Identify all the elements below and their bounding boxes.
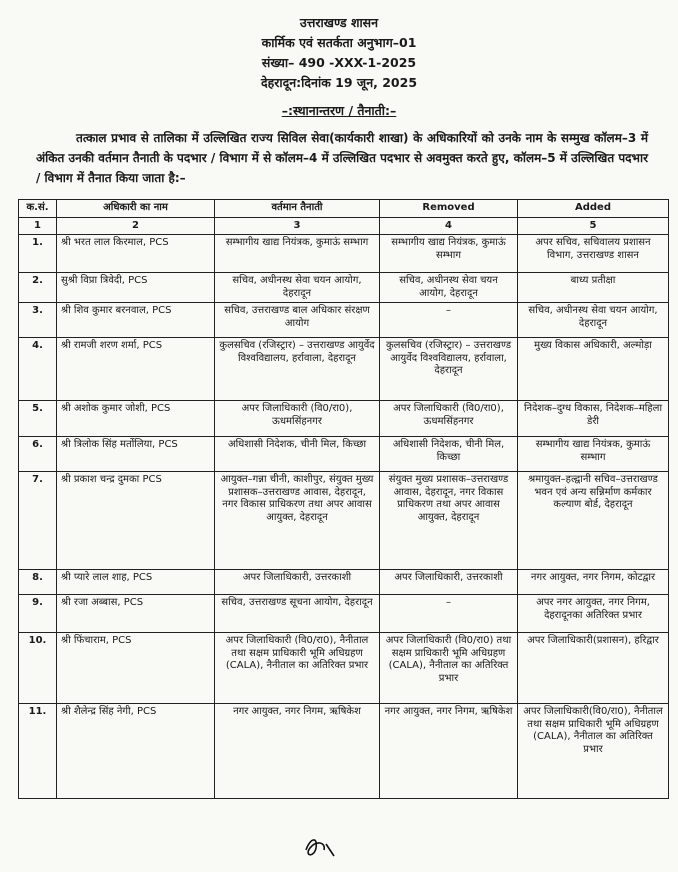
row-current-posting: अधिशासी निदेशक, चीनी मिल, किच्छा [215,437,380,472]
row-removed-posting: नगर आयुक्त, नगर निगम, ऋषिकेश [380,704,518,799]
header-name: अधिकारी का नाम [57,200,215,218]
row-added-posting: श्रमायुक्त–हल्द्वानी सचिव–उत्तराखण्ड भवन एवं अन्य सन्निर्माण कर्मकार कल्याण बोर्ड, देहरादून [518,472,669,570]
row-current-posting: सचिव, अधीनस्थ सेवा चयन आयोग, देहरादून [215,273,380,303]
row-serial-number: 3. [19,303,57,338]
row-current-posting: आयुक्त–गन्ना चीनी, काशीपुर, संयुक्त मुख्य प्रशासक–उत्तराखण्ड आवास, देहरादून, नगर विकास प्राधिकरण तथा अपर आवास आयुक्त, देहरादून [215,472,380,570]
table-row [19,595,669,633]
col-number: 3 [215,217,380,235]
row-removed-posting: अपर जिलाधिकारी, उत्तरकाशी [380,570,518,595]
header-line-4: देहरादून:दिनांक 19 जून, 2025 [260,75,418,90]
row-serial-number: 4. [19,338,57,401]
header-line-3: संख्या– 490 -XXX-1-2025 [261,55,417,70]
row-removed-posting: अधिशासी निदेशक, चीनी मिल, किच्छा [380,437,518,472]
row-serial-number: 6. [19,437,57,472]
row-removed-posting: संयुक्त मुख्य प्रशासक–उत्तराखण्ड आवास, देहरादून, नगर विकास प्राधिकरण तथा अपर आवास आयुक्त, देहरादून [380,472,518,570]
row-current-posting: सचिव, उत्तराखण्ड सूचना आयोग, देहरादून [215,595,380,633]
header-line-2: कार्मिक एवं सतर्कता अनुभाग–01 [261,35,417,50]
table-row [19,633,669,704]
row-removed-posting: सम्भागीय खाद्य नियंत्रक, कुमाऊं सम्भाग [380,235,518,273]
row-officer-name: श्री भरत लाल किरमाल, PCS [57,235,215,273]
row-current-posting: अपर जिलाधिकारी (वि0/रा0), ऊधमसिंहनगर [215,401,380,437]
row-removed-posting: अपर जिलाधिकारी (वि0/रा0) तथा सक्षम प्राधिकारी भूमि अधिग्रहण (CALA), नैनीताल का अतिरिक्त प्रभार [380,633,518,704]
row-current-posting: अपर जिलाधिकारी (वि0/रा0), नैनीताल तथा सक्षम प्राधिकारी भूमि अधिग्रहण (CALA), नैनीताल का अतिरिक्त प्रभार [215,633,380,704]
transfer-table [18,199,669,799]
row-removed-posting: – [380,303,518,338]
row-serial-number: 1. [19,235,57,273]
table-row [19,401,669,437]
table-row [19,338,669,401]
row-current-posting: नगर आयुक्त, नगर निगम, ऋषिकेश [215,704,380,799]
row-officer-name: श्री फिंचाराम, PCS [57,633,215,704]
table-row [19,303,669,338]
row-officer-name: श्री शैलेन्द्र सिंह नेगी, PCS [57,704,215,799]
col-number: 2 [57,217,215,235]
header-added: Added [518,200,669,218]
row-current-posting: सम्भागीय खाद्य नियंत्रक, कुमाऊं सम्भाग [215,235,380,273]
row-added-posting: अपर नगर आयुक्त, नगर निगम, देहरादूनका अतिरिक्त प्रभार [518,595,669,633]
col-number: 4 [380,217,518,235]
row-added-posting: अपर जिलाधिकारी(वि0/रा0), नैनीताल तथा सक्षम प्राधिकारी भूमि अधिग्रहण (CALA), नैनीताल का अतिरिक्त प्रभार [518,704,669,799]
header-current: वर्तमान तैनाती [215,200,380,218]
row-added-posting: अपर सचिव, सचिवालय प्रशासन विभाग, उत्तराखण्ड शासन [518,235,669,273]
row-added-posting: सचिव, अधीनस्थ सेवा चयन आयोग, देहरादून [518,303,669,338]
header-removed: Removed [380,200,518,218]
row-serial-number: 2. [19,273,57,303]
row-officer-name: श्री त्रिलोक सिंह मर्तोलिया, PCS [57,437,215,472]
row-officer-name: श्री रामजी शरण शर्मा, PCS [57,338,215,401]
row-serial-number: 11. [19,704,57,799]
row-added-posting: सम्भागीय खाद्य नियंत्रक, कुमाऊं सम्भाग [518,437,669,472]
row-serial-number: 9. [19,595,57,633]
row-serial-number: 7. [19,472,57,570]
row-removed-posting: सचिव, अधीनस्थ सेवा चयन आयोग, देहरादून [380,273,518,303]
col-number: 5 [518,217,669,235]
table-row [19,235,669,273]
header-sn: क.सं. [19,200,57,218]
row-added-posting: मुख्य विकास अधिकारी, अल्मोड़ा [518,338,669,401]
row-removed-posting: अपर जिलाधिकारी (वि0/रा0), ऊधमसिंहनगर [380,401,518,437]
row-officer-name: सुश्री विप्रा त्रिवेदी, PCS [57,273,215,303]
row-officer-name: श्री प्रकाश चन्द्र दुमका PCS [57,472,215,570]
table-row [19,704,669,799]
table-row [19,472,669,570]
column-number-row [19,217,669,235]
header-line-1: उत्तराखण्ड शासन [299,15,379,30]
row-added-posting: नगर आयुक्त, नगर निगम, कोटद्वार [518,570,669,595]
row-added-posting: निदेशक–दुग्ध विकास, निदेशक–महिला डेरी [518,401,669,437]
row-serial-number: 8. [19,570,57,595]
table-header-row [19,200,669,218]
row-removed-posting: कुलसचिव (रजिस्ट्रार) – उत्तराखण्ड आयुर्वेद विश्वविद्यालय, हर्रावाला, देहरादून [380,338,518,401]
row-current-posting: सचिव, उत्तराखण्ड बाल अधिकार संरक्षण आयोग [215,303,380,338]
row-added-posting: अपर जिलाधिकारी(प्रशासन), हरिद्वार [518,633,669,704]
table-row [19,273,669,303]
row-serial-number: 10. [19,633,57,704]
subject-line: –:स्थानान्तरण / तैनाती:– [281,103,397,118]
row-added-posting: बाध्य प्रतीक्षा [518,273,669,303]
signature [300,830,340,862]
row-serial-number: 5. [19,401,57,437]
row-current-posting: कुलसचिव (रजिस्ट्रार) – उत्तराखण्ड आयुर्वेद विश्वविद्यालय, हर्रावाला, देहरादून [215,338,380,401]
table-row [19,437,669,472]
row-officer-name: श्री प्यारे लाल शाह, PCS [57,570,215,595]
row-officer-name: श्री शिव कुमार बरनवाल, PCS [57,303,215,338]
order-paragraph: तत्काल प्रभाव से तालिका में उल्लिखित राज्य सिविल सेवा(कार्यकारी शाखा) के अधिकारियों को उनके नाम के सम्मुख कॉलम–3 में अंकित उनकी वर्तमान तैनाती के पदभार / विभाग में से कॉलम–4 में उल्लिखित पदभार से अवमुक्त करते हुए, कॉलम–5 में उल्लिखित पदभार / विभाग में तैनात किया जाता है:– [36,131,648,185]
row-officer-name: श्री अशोक कुमार जोशी, PCS [57,401,215,437]
col-number: 1 [19,217,57,235]
row-removed-posting: – [380,595,518,633]
row-current-posting: अपर जिलाधिकारी, उत्तरकाशी [215,570,380,595]
row-officer-name: श्री रजा अब्बास, PCS [57,595,215,633]
table-row [19,570,669,595]
